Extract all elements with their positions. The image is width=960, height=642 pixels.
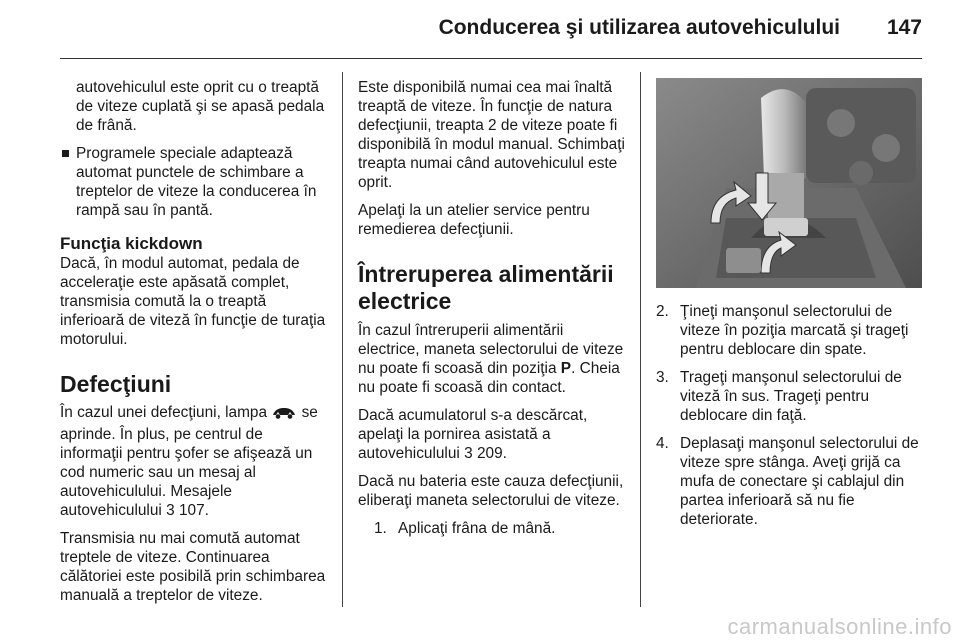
kickdown-text: Dacă, în modul automat, pedala de acceleraţie este apăsată complet, transmisia comută la o treaptă inferioară de viteză în funcţie de turaţia motorului. [60, 255, 326, 348]
col2-paragraph-5: Dacă nu bateria este cauza defecţiunii, eliberaţi maneta selectorului de viteze. [358, 473, 624, 509]
step-1 [374, 519, 626, 538]
step-item [656, 368, 924, 425]
step-number: 3. [656, 369, 669, 386]
header-rule [60, 58, 922, 59]
fault-paragraph [60, 403, 328, 520]
fault-heading: Defecţiuni [60, 371, 172, 397]
col2-paragraph-3 [358, 321, 626, 397]
power-failure-heading-line1: Întreruperea alimentării [358, 261, 614, 287]
fault-reference: 3 107. [166, 502, 209, 519]
page-number: 147 [886, 16, 922, 39]
transmission-warning-lamp-icon [271, 406, 297, 425]
watermark: carmanualsonline.info [727, 614, 952, 639]
kickdown-heading: Funcţia kickdown [60, 234, 203, 253]
col2-paragraph-1: Este disponibilă numai cea mai înaltă treaptă de viteze. În funcţie de natura defecţiunii, treapta 2 de viteze poate fi disponibilă în modul manual. Schimbaţi treapta numai când autovehiculul este oprit. [358, 79, 625, 191]
col2-paragraph-4 [358, 406, 626, 463]
p3-bold-position: P [560, 360, 572, 377]
bullet-square-icon [62, 150, 69, 157]
step-item [656, 302, 924, 359]
page-title: Conducerea şi utilizarea autovehiculului [438, 16, 840, 39]
p4-text: Dacă acumulatorul s-a descărcat, apelaţi la pornirea asistată a autovehiculului [358, 407, 588, 462]
column-3 [656, 78, 924, 538]
column-2 [358, 78, 626, 547]
step-1-text: Aplicaţi frâna de mână. [398, 520, 556, 537]
page-header [0, 0, 960, 62]
fault-text-b: se aprinde. În plus, pe centrul de informaţii pentru şofer se afişează un cod numeric sau un mesaj al autovehiculului. Mesajele autovehiculului [60, 404, 318, 519]
bullet-item [60, 144, 328, 220]
step-item [656, 434, 924, 529]
step-text: Trageţi manşonul selectorului de viteză în sus. Trageţi pentru deblocare din faţă. [680, 369, 902, 424]
col2-paragraph-2: Apelaţi la un atelier service pentru remedierea defecţiunii. [358, 202, 590, 238]
step-text: Ţineţi manşonul selectorului de viteze în poziţia marcată şi trageţi pentru deblocare din spate. [680, 303, 909, 358]
power-failure-heading [358, 261, 626, 315]
column-divider [342, 72, 343, 607]
column-1 [60, 78, 328, 614]
steps-list [656, 302, 924, 529]
p3-text-a: În cazul întreruperii alimentării electrice, maneta selectorului de viteze nu poate fi scoasă din poziţia [358, 322, 624, 377]
p3-text-b: . Cheia nu poate fi scoasă din contact. [358, 360, 620, 396]
step-text: Deplasaţi manşonul selectorului de viteze spre stânga. Aveţi grijă ca mufa de conectare şi cablajul din partea inferioară să nu fie deteriorate. [680, 435, 919, 528]
continued-paragraph: autovehiculul este oprit cu o treaptă de viteze cuplată şi se apasă pedala de frână. [76, 79, 325, 134]
step-number: 4. [656, 435, 669, 452]
step-number: 2. [656, 303, 669, 320]
p4-reference: 3 209. [464, 445, 507, 462]
bullet-text: Programele speciale adaptează automat punctele de schimbare a treptelor de viteze la conducerea în rampă sau în pantă. [76, 145, 317, 219]
fault-text-a: În cazul unei defecţiuni, lampa [60, 404, 268, 421]
fault-text-2: Transmisia nu mai comută automat treptele de viteze. Continuarea călătoriei este posibilă prin schimbarea manuală a treptelor de viteze. [60, 530, 326, 604]
gear-selector-photo [656, 78, 922, 288]
power-failure-heading-line2: electrice [358, 288, 452, 314]
step-1-number: 1. [374, 520, 387, 537]
column-divider-2 [640, 72, 641, 607]
